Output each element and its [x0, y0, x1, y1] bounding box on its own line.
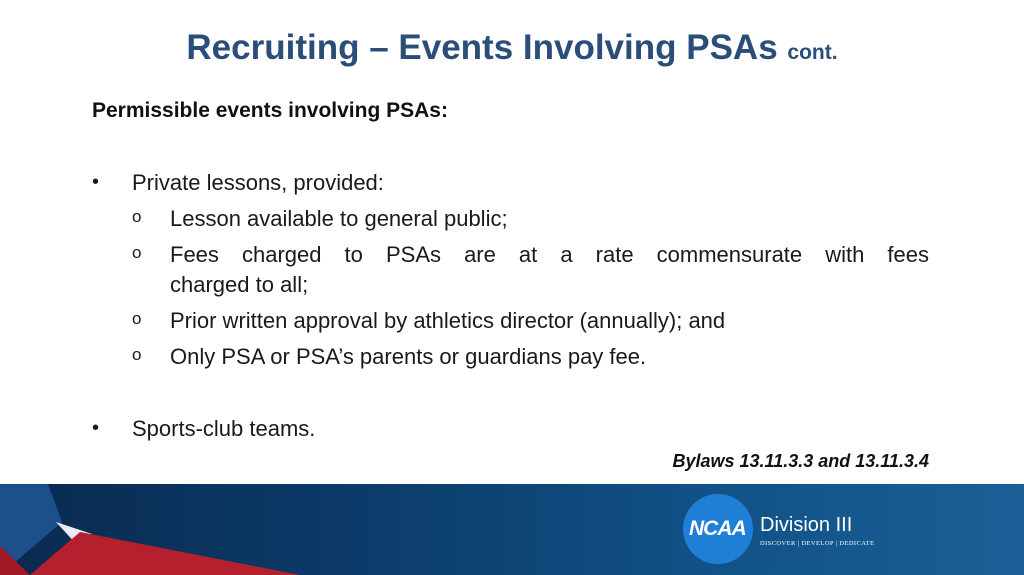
ncaa-logo-text: NCAA: [689, 517, 746, 540]
sub-item-general-public: Lesson available to general public;: [170, 206, 508, 231]
sub-item-written-approval: Prior written approval by athletics director (annually); and: [170, 308, 726, 333]
slide-title-suffix: cont.: [787, 41, 838, 64]
section-heading: Permissible events involving PSAs:: [92, 99, 448, 122]
sub-bullet-marker: o: [132, 207, 142, 226]
slide-title-main: Recruiting – Events Involving PSAs: [186, 28, 778, 67]
bullet-private-lessons: Private lessons, provided:: [132, 170, 384, 195]
bylaw-citation: Bylaws 13.11.3.3 and 13.11.3.4: [672, 451, 929, 471]
sub-bullet-marker: o: [132, 309, 142, 328]
bullet-marker: •: [92, 171, 100, 193]
bullet-sports-club-teams: Sports-club teams.: [132, 416, 316, 441]
bullet-marker: •: [92, 417, 100, 439]
sub-item-fees-line1: Fees charged to PSAs are at a rate commensurate with fees: [170, 242, 929, 267]
sub-item-fees-line2: charged to all;: [170, 272, 309, 297]
red-white-wedge-graphic: [0, 484, 300, 575]
slide-title: [0, 26, 1024, 75]
sub-item-who-pays: Only PSA or PSA’s parents or guardians pay fee.: [170, 344, 647, 369]
sub-bullet-marker: o: [132, 243, 142, 262]
division-label: Division III: [760, 514, 853, 536]
footer-band: [0, 484, 1024, 575]
sub-bullet-marker: o: [132, 345, 142, 364]
division-tagline: DISCOVER | DEVELOP | DEDICATE: [760, 540, 875, 547]
